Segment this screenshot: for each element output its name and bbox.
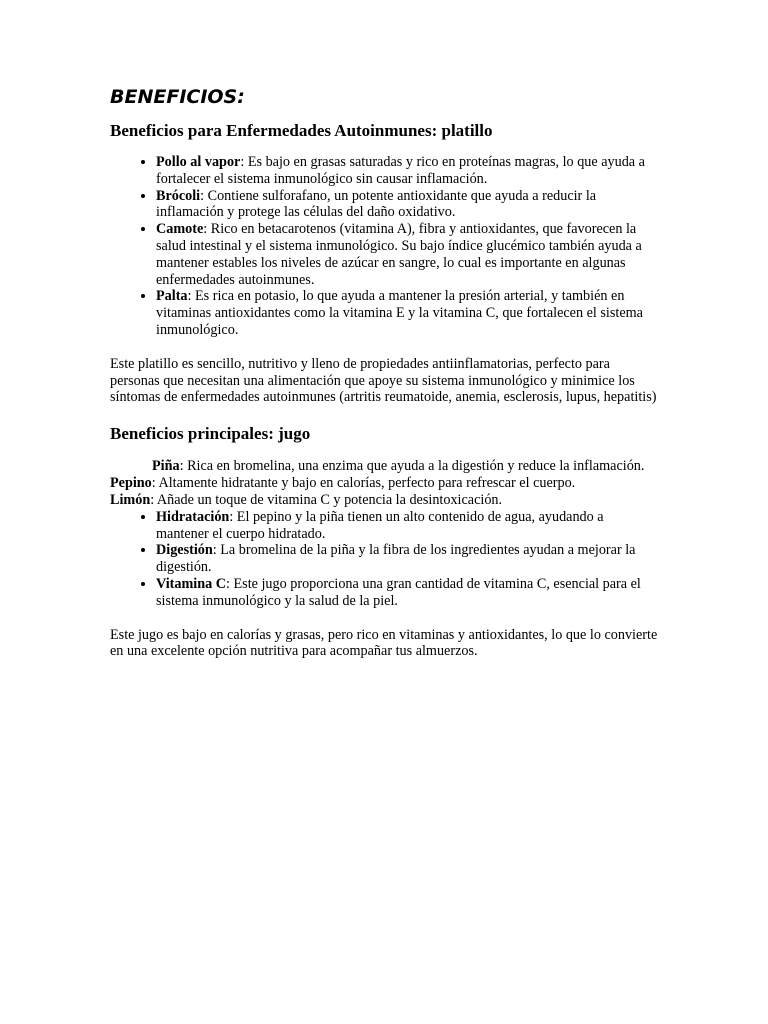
list-item-text: : Este jugo proporciona una gran cantidad de vitamina C, esencial para el sistema inmunológico y la salud de la piel. [156,575,641,609]
list-item [156,509,658,543]
section-heading-jugo: Beneficios principales: jugo [110,424,311,444]
jugo-summary: Este jugo es bajo en calorías y grasas, pero rico en vitaminas y antioxidantes, lo que lo convierte en una excelente opción nutritiva para acompañar tus almuerzos. [110,626,658,660]
list-item-term: Digestión [156,542,213,559]
list-item-text: : El pepino y la piña tienen un alto contenido de agua, ayudando a mantener el cuerpo hidratado. [156,508,604,542]
list-item-text: : La bromelina de la piña y la fibra de los ingredientes ayudan a mejorar la digestión. [156,542,636,576]
document-content [110,84,658,677]
list-item-text: : Es bajo en grasas saturadas y rico en proteínas magras, lo que ayuda a fortalecer el sistema inmunológico sin causar inflamación. [156,154,645,187]
list-item-text: : Es rica en potasio, lo que ayuda a mantener la presión arterial, y también en vitaminas antioxidantes como la vitamina E y la vitamina C, que fortalecen el sistema inmunológico. [156,288,643,338]
document-title: BENEFICIOS: [110,86,245,108]
platillo-benefits-list [110,154,658,339]
list-item [156,288,658,338]
list-item-term: Hidratación [156,508,230,525]
list-item-term: Pollo al vapor [156,154,241,170]
ingredient-text: : Rica en bromelina, una enzima que ayuda a la digestión y reduce la inflamación. [179,458,645,475]
ingredient-term: Pepino [110,475,152,492]
list-item-term: Brócoli [156,187,201,204]
list-item-text: : Contiene sulforafano, un potente antioxidante que ayuda a reducir la inflamación y protege las células del daño oxidativo. [156,187,597,221]
list-item-term: Vitamina C [156,575,227,592]
section-heading-platillo: Beneficios para Enfermedades Autoinmunes: platillo [110,121,493,140]
list-item [156,188,658,222]
ingredient-text: : Altamente hidratante y bajo en calorías, perfecto para refrescar el cuerpo. [151,475,576,492]
list-item-term: Palta [156,288,188,305]
jugo-benefits-list [110,509,658,610]
ingredient-limon [110,492,658,509]
platillo-summary: Este platillo es sencillo, nutritivo y lleno de propiedades antiinflamatorias, perfecto para personas que necesitan una alimentación que apoye su sistema inmunológico y minimice los síntomas de enfermedades autoinmunes (artritis reumatoide, anemia, esclerosis, lupus, hepatitis) [110,355,657,406]
list-item [156,576,658,610]
list-item [156,221,658,288]
ingredient-term: Limón [110,491,151,508]
list-item-text: : Rico en betacarotenos (vitamina A), fibra y antioxidantes, que favorecen la salud intestinal y el sistema inmunológico. Su bajo índice glucémico también ayuda a mantener estables los niveles de azúcar en sangre, lo cual es importante en algunas enfermedades autoinmunes. [156,221,642,288]
ingredient-pina [110,457,658,475]
ingredient-pepino [110,475,658,492]
list-item [156,154,658,188]
list-item [156,542,658,576]
ingredient-text: : Añade un toque de vitamina C y potencia la desintoxicación. [150,491,503,508]
list-item-term: Camote [156,221,204,238]
ingredient-term: Piña [152,458,180,475]
